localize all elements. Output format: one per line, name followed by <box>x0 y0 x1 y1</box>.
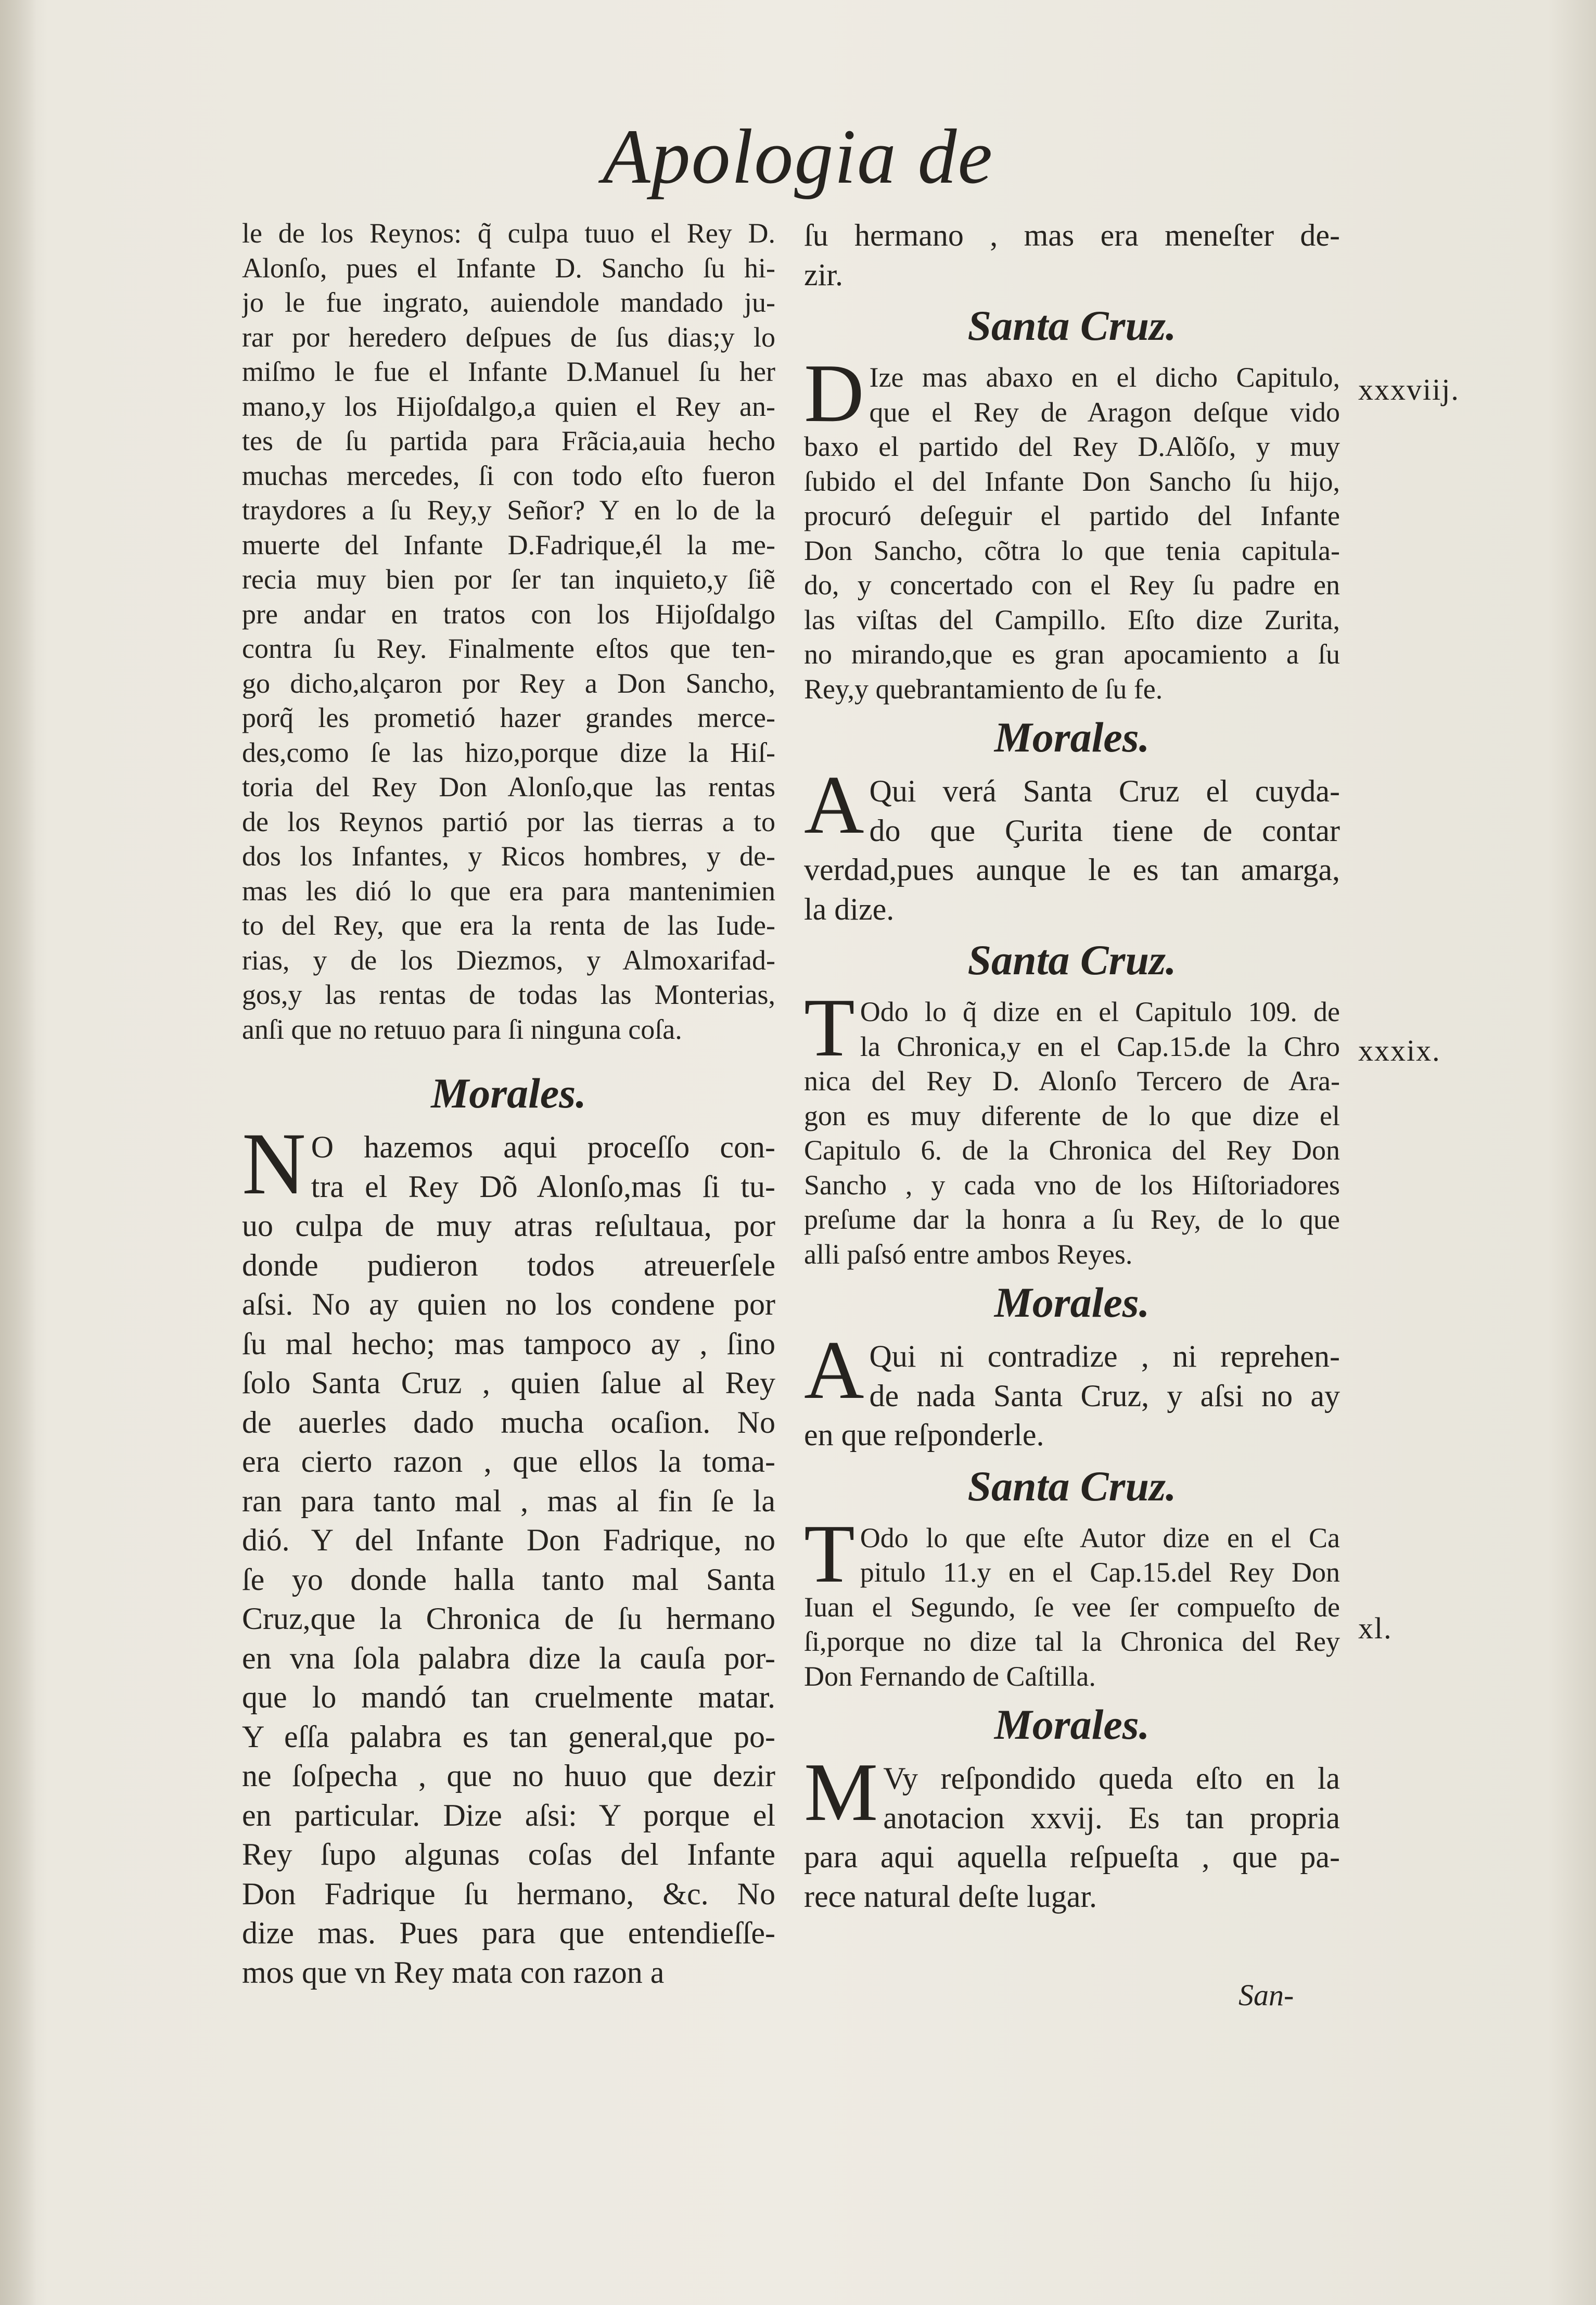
text-line: ne ſoſpecha , que no huuo que dezir <box>242 1759 775 1793</box>
right-block-1 <box>804 347 1340 706</box>
drop-cap: N <box>242 1115 306 1213</box>
text-line: ſu hermano , mas era meneſter de- <box>804 218 1340 252</box>
text-line: do que Çurita tiene de contar <box>869 813 1340 848</box>
text-line: que el Rey de Aragon deſque vido <box>869 396 1340 428</box>
text-line: Y eſſa palabra es tan general,que po- <box>242 1719 775 1754</box>
right-block-2 <box>804 758 1340 929</box>
text-line: verdad,pues aunque le es tan amarga, <box>804 852 1340 887</box>
margin-note: xxxix. <box>1358 1034 1441 1067</box>
running-head: Apologia de <box>602 113 994 200</box>
text-line: recia muy bien por ſer tan inquieto,y ſiẽ <box>242 564 775 595</box>
text-line: aſsi. No ay quien no los condene por <box>242 1287 775 1321</box>
text-line: Don Fernando de Caſtilla. <box>804 1660 1096 1692</box>
text-line: pitulo 11.y en el Cap.15.del Rey Don <box>860 1557 1340 1588</box>
drop-cap: T <box>804 1507 855 1600</box>
text-line: Don Sancho, cõtra lo que tenia capitula- <box>804 534 1340 566</box>
text-line: Sancho , y cada vno de los Hiſtoriadores <box>804 1169 1340 1201</box>
text-line: anſi que no retuuo para ſi ninguna coſa. <box>242 1013 682 1045</box>
text-line: zir. <box>804 257 843 292</box>
text-line: en vna ſola palabra dize la cauſa por- <box>242 1640 775 1675</box>
text-line: en particular. Dize aſsi: Y porque el <box>242 1798 775 1832</box>
text-line: ſe yo donde halla tanto mal Santa <box>242 1562 775 1597</box>
text-line: las viſtas del Campillo. Eſto dize Zurita, <box>804 604 1340 635</box>
drop-cap: M <box>804 1746 878 1838</box>
text-line: dos los Infantes, y Ricos hombres, y de- <box>242 841 775 872</box>
text-line: procuró deſeguir el partido del Infante <box>804 500 1340 531</box>
right-block-3 <box>804 981 1340 1271</box>
text-line: muchas mercedes, ſi con todo eſto fueron <box>242 460 775 491</box>
text-line: do, y concertado con el Rey ſu padre en <box>804 569 1340 601</box>
text-line: tra el Rey Dõ Alonſo,mas ſi tu- <box>311 1169 775 1204</box>
catchword: San- <box>1239 1978 1294 2012</box>
text-line: ran para tanto mal , mas al fin ſe la <box>242 1483 775 1518</box>
heading-morales: Morales. <box>994 1701 1150 1748</box>
text-line: uo culpa de muy atras reſultaua, por <box>242 1208 775 1243</box>
text-line: tes de ſu partida para Frãcia,auia hecho <box>242 425 775 456</box>
text-line: donde pudieron todos atreuerſele <box>242 1247 775 1282</box>
text-line: mos que vn Rey mata con razon a <box>242 1955 665 1990</box>
text-line: Ize mas abaxo en el dicho Capitulo, <box>869 362 1340 393</box>
text-line: ſu mal hecho; mas tampoco ay , ſino <box>242 1326 775 1361</box>
text-line: traydores a ſu Rey,y Señor? Y en lo de la <box>242 494 775 526</box>
text-line: rece natural deſte lugar. <box>804 1879 1097 1914</box>
text-line: de nada Santa Cruz, y aſsi no ay <box>869 1378 1340 1413</box>
text-line: baxo el partido del Rey D.Alõſo, y muy <box>804 431 1340 462</box>
text-line: la dize. <box>804 892 895 926</box>
text-line: mas les dió lo que era para mantenimien <box>242 875 775 907</box>
text-line: pre andar en tratos con los Hijoſdalgo <box>242 598 775 630</box>
heading-morales: Morales. <box>994 714 1150 761</box>
text-line: preſume dar la honra a ſu Rey, de lo que <box>804 1204 1340 1235</box>
right-block-4 <box>804 1323 1340 1455</box>
right-column <box>804 216 1340 1916</box>
text-line: muerte del Infante D.Fadrique,él la me- <box>242 529 775 561</box>
text-line: nica del Rey D. Alonſo Tercero de Ara- <box>804 1065 1340 1097</box>
text-line: dió. Y del Infante Don Fadrique, no <box>242 1523 775 1557</box>
text-line: Don Fadrique ſu hermano, &c. No <box>242 1876 775 1911</box>
left-paragraph-2 <box>242 1115 775 1992</box>
text-line: Rey ſupo algunas coſas del Infante <box>242 1837 775 1871</box>
text-line: gon es muy diferente de lo que dize el <box>804 1100 1340 1131</box>
heading-morales: Morales. <box>994 1279 1150 1326</box>
text-line: alli paſsó entre ambos Reyes. <box>804 1238 1133 1270</box>
drop-cap: T <box>804 981 855 1074</box>
text-line: anotacion xxvij. Es tan propria <box>883 1800 1340 1835</box>
text-line: toria del Rey Don Alonſo,que las rentas <box>242 771 775 803</box>
text-line: Iuan el Segundo, ſe vee ſer compueſto de <box>804 1591 1340 1623</box>
text-line: ſi,porque no dize tal la Chronica del Rey <box>804 1626 1340 1657</box>
text-line: Odo lo que eſte Autor dize en el Ca <box>860 1522 1340 1553</box>
text-line: contra ſu Rey. Finalmente eſtos que ten- <box>242 633 775 664</box>
text-line: que lo mandó tan cruelmente matar. <box>242 1680 775 1714</box>
left-column <box>242 216 775 1992</box>
text-line: de auerles dado mucha ocaſion. No <box>242 1405 775 1440</box>
text-line: jo le fue ingrato, auiendole mandado ju- <box>242 287 775 318</box>
right-intro <box>804 216 1340 295</box>
text-line: O hazemos aqui proceſſo con- <box>311 1130 775 1164</box>
text-line: Odo lo q̃ dize en el Capitulo 109. de <box>860 996 1340 1027</box>
text-line: to del Rey, que era la renta de las Iude- <box>242 910 775 941</box>
text-line: era cierto razon , que ellos la toma- <box>242 1444 775 1479</box>
margin-note: xxxviij. <box>1358 373 1460 406</box>
drop-cap: A <box>804 1323 864 1416</box>
text-line: ſolo Santa Cruz , quien ſalue al Rey <box>242 1366 775 1400</box>
text-line: Rey,y quebrantamiento de ſu fe. <box>804 673 1163 705</box>
drop-cap: D <box>804 347 864 439</box>
text-line: des,como ſe las hizo,porque dize la Hiſ- <box>242 736 775 768</box>
text-line: Vy reſpondido queda eſto en la <box>883 1761 1340 1795</box>
page-gutter-shadow <box>0 0 36 2305</box>
right-block-5 <box>804 1507 1340 1694</box>
heading-morales: Morales. <box>431 1069 586 1117</box>
text-line: la Chronica,y en el Cap.15.de la Chro <box>860 1030 1340 1062</box>
right-block-6 <box>804 1746 1340 1916</box>
text-line: dize mas. Pues para que entendieſſe- <box>242 1916 775 1950</box>
text-line: gos,y las rentas de todas las Monterias, <box>242 979 775 1010</box>
drop-cap: A <box>804 758 864 851</box>
text-line: ſubido el del Infante Don Sancho ſu hijo, <box>804 465 1340 497</box>
text-line: miſmo le fue el Infante D.Manuel ſu her <box>242 356 775 387</box>
text-line: en que reſponderle. <box>804 1418 1044 1452</box>
heading-santa-cruz: Santa Cruz. <box>967 936 1177 984</box>
text-line: Capitulo 6. de la Chronica del Rey Don <box>804 1135 1340 1166</box>
text-line: Alonſo, pues el Infante D. Sancho ſu hi- <box>242 252 775 284</box>
left-paragraph-1 <box>242 216 775 1047</box>
text-line: le de los Reynos: q̃ culpa tuuo el Rey D. <box>242 218 775 249</box>
text-line: no mirando,que es gran apocamiento a ſu <box>804 639 1340 670</box>
text-line: porq̃ les prometió hazer grandes merce- <box>242 702 775 733</box>
text-line: Cruz,que la Chronica de ſu hermano <box>242 1601 775 1636</box>
heading-santa-cruz: Santa Cruz. <box>967 1462 1177 1510</box>
text-line: mano,y los Hijoſdalgo,a quien el Rey an- <box>242 390 775 422</box>
text-line: rias, y de los Diezmos, y Almoxarifad- <box>242 944 775 976</box>
text-line: Qui verá Santa Cruz el cuyda- <box>869 774 1340 808</box>
heading-santa-cruz: Santa Cruz. <box>967 302 1177 349</box>
margin-note: xl. <box>1358 1611 1393 1645</box>
text-line: rar por heredero deſpues de ſus dias;y lo <box>242 321 775 353</box>
text-line: de los Reynos partió por las tierras a to <box>242 806 775 837</box>
text-line: Qui ni contradize , ni reprehen- <box>869 1339 1340 1373</box>
text-line: go dicho,alçaron por Rey a Don Sancho, <box>242 667 775 699</box>
text-line: para aqui aquella reſpueſta , que pa- <box>804 1840 1340 1874</box>
